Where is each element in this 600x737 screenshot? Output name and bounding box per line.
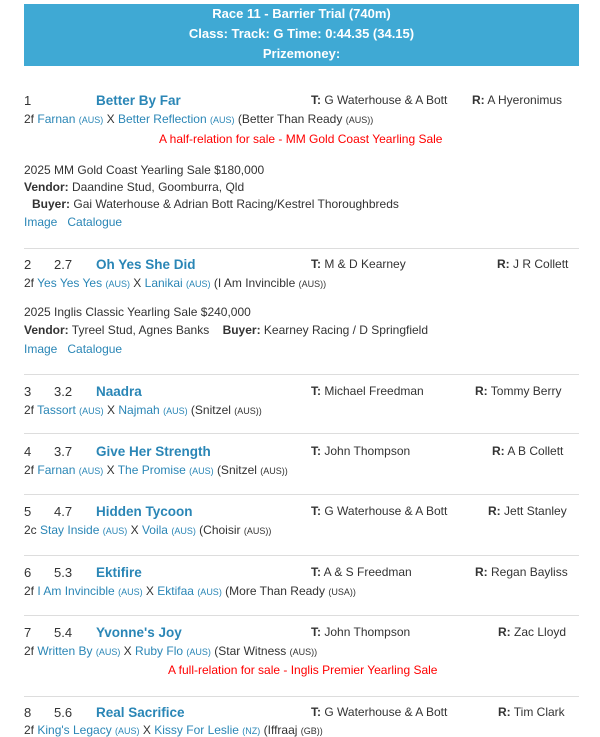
runner-odds: 5.3 — [54, 565, 73, 580]
sale-notice-link[interactable]: A half-relation for sale - MM Gold Coast Yearling Sale — [159, 132, 443, 146]
sale-notice-link[interactable]: A full-relation for sale - Inglis Premier Yearling Sale — [168, 663, 438, 677]
runner-odds: 5.6 — [54, 705, 73, 720]
sire-link[interactable]: King's Legacy (AUS) — [37, 723, 140, 737]
horse-name-link[interactable]: Naadra — [96, 384, 142, 399]
trainer: T: John Thompson — [311, 625, 411, 639]
trainer: T: G Waterhouse & A Bott — [311, 504, 448, 518]
sale-info: 2025 Inglis Classic Yearling Sale $240,000 — [24, 305, 251, 319]
pedigree-line: 2f King's Legacy (AUS) X Kissy For Leslie (NZ) (Iffraaj (GB)) — [24, 723, 323, 737]
horse-name-link[interactable]: Ektifire — [96, 565, 142, 580]
divider — [24, 696, 579, 697]
runner-odds: 3.2 — [54, 384, 73, 399]
vendor-buyer-info: Vendor: Tyreel Stud, Agnes Banks Buyer: Kearney Racing / D Springfield — [24, 323, 429, 337]
media-links — [24, 342, 122, 356]
race-class-track-time: Class: Track: G Time: 0:44.35 (34.15) — [188, 26, 415, 41]
trainer: T: M & D Kearney — [311, 257, 406, 271]
divider — [24, 374, 579, 375]
divider — [24, 248, 579, 249]
runner-odds: 2.7 — [54, 257, 73, 272]
pedigree-line: 2f Farnan (AUS) X The Promise (AUS) (Snitzel (AUS)) — [24, 463, 288, 477]
sire-link[interactable]: Written By (AUS) — [37, 644, 121, 658]
race-header — [24, 4, 579, 66]
sire-link[interactable]: Tassort (AUS) — [37, 403, 104, 417]
dam-link[interactable]: Voila (AUS) — [141, 523, 196, 537]
horse-name-link[interactable]: Oh Yes She Did — [96, 257, 196, 272]
runner-number: 1 — [24, 93, 32, 108]
dam-link[interactable]: Lanikai (AUS) — [144, 276, 211, 290]
rider: R: Zac Lloyd — [498, 625, 567, 639]
dam-link[interactable]: Ektifaa (AUS) — [157, 584, 222, 598]
rider: R: Jett Stanley — [488, 504, 567, 518]
catalogue-link[interactable]: Catalogue — [67, 215, 123, 229]
horse-name-link[interactable]: Yvonne's Joy — [96, 625, 182, 640]
buyer-info: Buyer: Gai Waterhouse & Adrian Bott Racing/Kestrel Thoroughbreds — [32, 197, 399, 211]
dam-link[interactable]: Najmah (AUS) — [118, 403, 188, 417]
dam-link[interactable]: Better Reflection (AUS) — [117, 112, 235, 126]
image-link[interactable]: Image — [24, 342, 58, 356]
trainer: T: G Waterhouse & A Bott — [311, 93, 448, 107]
rider: R: Regan Bayliss — [475, 565, 568, 579]
runner-number: 3 — [24, 384, 32, 399]
trainer: T: Michael Freedman — [311, 384, 424, 398]
sire-link[interactable]: Yes Yes Yes (AUS) — [37, 276, 130, 290]
pedigree-line: 2f Written By (AUS) X Ruby Flo (AUS) (Star Witness (AUS)) — [24, 644, 318, 658]
runner-odds: 5.4 — [54, 625, 73, 640]
media-links — [24, 215, 122, 229]
pedigree-line: 2f Tassort (AUS) X Najmah (AUS) (Snitzel (AUS)) — [24, 403, 262, 417]
pedigree-line: 2f Yes Yes Yes (AUS) X Lanikai (AUS) (I Am Invincible (AUS)) — [24, 276, 327, 290]
runner-odds: 3.7 — [54, 444, 73, 459]
divider — [24, 494, 579, 495]
horse-name-link[interactable]: Give Her Strength — [96, 444, 211, 459]
catalogue-link[interactable]: Catalogue — [67, 342, 123, 356]
runner-number: 5 — [24, 504, 32, 519]
vendor-info: Vendor: Daandine Stud, Goomburra, Qld — [24, 180, 245, 194]
race-prizemoney: Prizemoney: — [262, 46, 341, 61]
divider — [24, 615, 579, 616]
rider: R: A Hyeronimus — [472, 93, 563, 107]
sire-link[interactable]: Farnan (AUS) — [37, 463, 104, 477]
rider: R: J R Collett — [497, 257, 569, 271]
trainer: T: G Waterhouse & A Bott — [311, 705, 448, 719]
runner-number: 4 — [24, 444, 32, 459]
trainer: T: A & S Freedman — [311, 565, 412, 579]
rider: R: A B Collett — [492, 444, 564, 458]
horse-name-link[interactable]: Hidden Tycoon — [96, 504, 193, 519]
sire-link[interactable]: Stay Inside (AUS) — [40, 523, 128, 537]
runner-number: 2 — [24, 257, 32, 272]
runner-number: 7 — [24, 625, 32, 640]
dam-link[interactable]: The Promise (AUS) — [117, 463, 214, 477]
sire-link[interactable]: I Am Invincible (AUS) — [37, 584, 143, 598]
rider: R: Tommy Berry — [475, 384, 562, 398]
horse-name-link[interactable]: Real Sacrifice — [96, 705, 185, 720]
rider: R: Tim Clark — [498, 705, 565, 719]
image-link[interactable]: Image — [24, 215, 58, 229]
divider — [24, 555, 579, 556]
pedigree-line: 2c Stay Inside (AUS) X Voila (AUS) (Choisir (AUS)) — [24, 523, 272, 537]
pedigree-line: 2f I Am Invincible (AUS) X Ektifaa (AUS) (More Than Ready (USA)) — [24, 584, 356, 598]
divider — [24, 433, 579, 434]
pedigree-line: 2f Farnan (AUS) X Better Reflection (AUS) (Better Than Ready (AUS)) — [24, 112, 374, 126]
runner-odds: 4.7 — [54, 504, 73, 519]
race-title: Race 11 - Barrier Trial (740m) — [212, 6, 391, 21]
runner-number: 6 — [24, 565, 32, 580]
trainer: T: John Thompson — [311, 444, 411, 458]
runner-number: 8 — [24, 705, 32, 720]
dam-link[interactable]: Ruby Flo (AUS) — [135, 644, 211, 658]
sale-info: 2025 MM Gold Coast Yearling Sale $180,000 — [24, 163, 265, 177]
dam-link[interactable]: Kissy For Leslie (NZ) — [154, 723, 261, 737]
horse-name-link[interactable]: Better By Far — [96, 93, 181, 108]
sire-link[interactable]: Farnan (AUS) — [37, 112, 104, 126]
